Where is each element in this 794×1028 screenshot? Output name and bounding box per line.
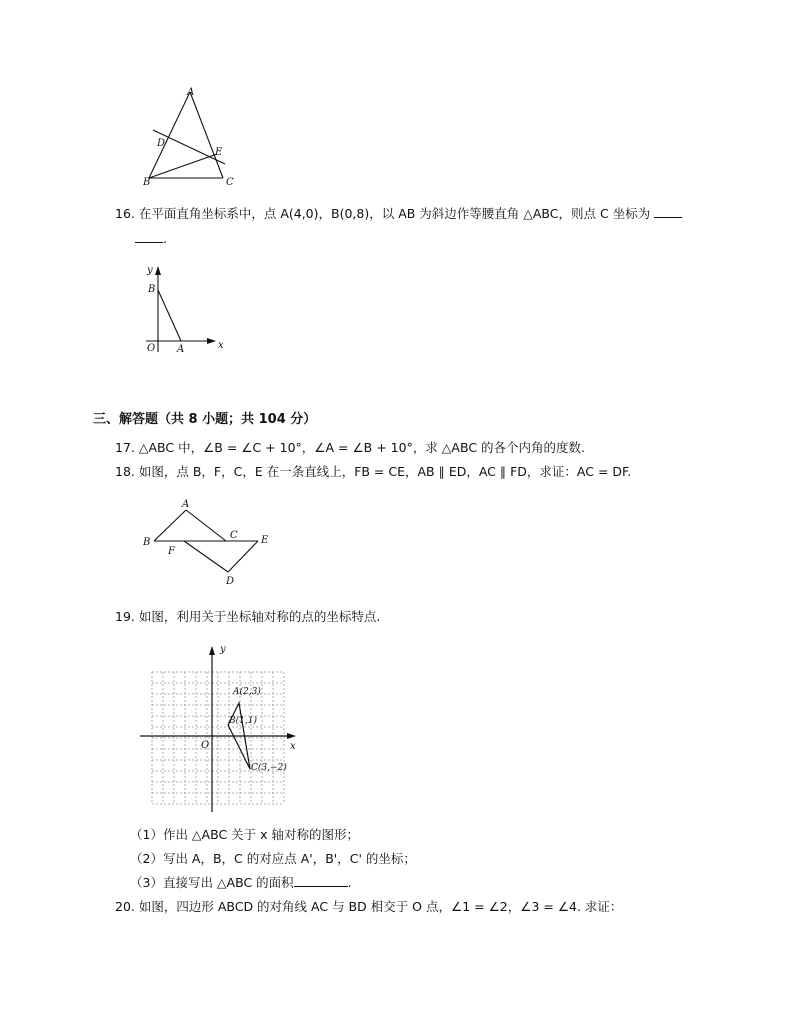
label-O: O bbox=[201, 740, 210, 751]
question-16 bbox=[115, 206, 682, 222]
question-18: 18. 如图，点 B，F，C，E 在一条直线上，FB = CE，AB ∥ ED，AC ∥ FD，求证：AC = DF. bbox=[115, 464, 632, 479]
label-y: y bbox=[147, 265, 153, 276]
label-C: C(3,−2) bbox=[251, 763, 287, 773]
label-O: O bbox=[147, 343, 156, 354]
coordinate-figure-q16 bbox=[140, 262, 230, 357]
question-16-cont: . bbox=[135, 231, 167, 247]
label-B: B bbox=[143, 537, 151, 548]
answer-blank-16b bbox=[135, 242, 163, 243]
label-x: x bbox=[218, 340, 224, 351]
label-E: E bbox=[261, 535, 269, 546]
question-19-part-1: （1）作出 △ABC 关于 x 轴对称的图形； bbox=[130, 827, 359, 842]
label-D: D bbox=[157, 138, 166, 149]
question-20: 20. 如图，四边形 ABCD 的对角线 AC 与 BD 相交于 O 点，∠1 = ∠2，∠3 = ∠4. 求证： bbox=[115, 899, 623, 914]
label-A: A(2,3) bbox=[233, 687, 261, 697]
grid-figure-q19 bbox=[138, 642, 308, 814]
section-title: 三、解答题（共 8 小题；共 104 分） bbox=[93, 412, 317, 427]
label-C: C bbox=[226, 177, 234, 188]
label-D: D bbox=[226, 576, 235, 587]
question-17: 17. △ABC 中，∠B = ∠C + 10°，∠A = ∠B + 10°，求 △ABC 的各个内角的度数. bbox=[115, 440, 585, 455]
answer-blank-16a bbox=[654, 217, 682, 218]
label-F: F bbox=[168, 546, 175, 557]
question-19-part-2: （2）写出 A，B，C 的对应点 A'，B'，C' 的坐标； bbox=[130, 851, 416, 866]
label-A: A bbox=[187, 87, 195, 98]
question-19-part-3: （3）直接写出 △ABC 的面积 . bbox=[130, 875, 352, 890]
answer-blank-19 bbox=[294, 886, 348, 887]
label-E: E bbox=[215, 147, 223, 158]
label-C: C bbox=[230, 530, 238, 541]
triangle-figure-q15 bbox=[135, 82, 245, 192]
label-B: B(1,1) bbox=[229, 716, 257, 726]
question-19: 19. 如图，利用关于坐标轴对称的点的坐标特点. bbox=[115, 609, 381, 624]
label-A: A bbox=[182, 499, 190, 510]
label-x: x bbox=[290, 741, 296, 752]
triangles-figure-q18 bbox=[140, 495, 280, 590]
label-y: y bbox=[220, 644, 226, 655]
label-B: B bbox=[143, 177, 151, 188]
question-16-text: 16. 在平面直角坐标系中，点 A(4,0)，B(0,8)，以 AB 为斜边作等腰直角 △ABC，则点 C 坐标为 bbox=[115, 206, 651, 221]
label-A: A bbox=[177, 344, 185, 355]
label-B: B bbox=[148, 284, 156, 295]
